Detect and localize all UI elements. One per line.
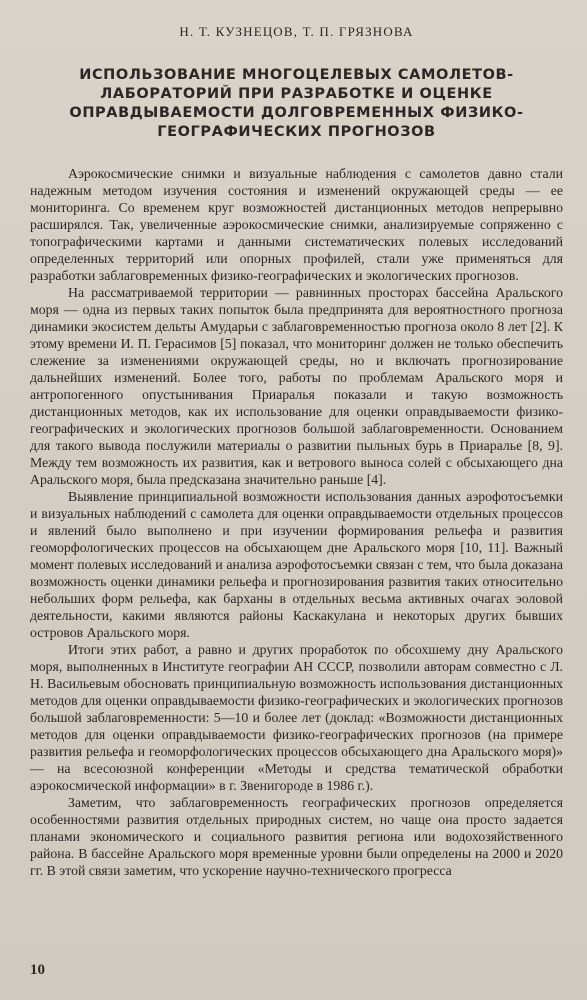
paragraph: Итоги этих работ, а равно и других проработок по обсохшему дну Аральского моря, выполненных в Институте географии АН СССР, позволили авторам совместно с Л. Н. Васильевым обосновать принципиальную возможность использования дистанционных методов для оценки оправдываемости физико-географических и экологических прогнозов большой заблаговременности: 5—10 и более лет (доклад: «Возможности дистанционных методов для оценки оправдываемости физико-географических прогнозов (на примере развития рельефа и геоморфологических процессов обсыхающего дна Аральского моря)» — на всесоюзной конференции «Методы и средства тематической обработки аэрокосмической информации» в г. Звенигороде в 1986 г.). [30,642,563,793]
page-number: 10 [30,962,45,978]
title-line: ГЕОГРАФИЧЕСКИХ ПРОГНОЗОВ [157,124,436,140]
paragraph: Выявление принципиальной возможности использования данных аэрофотосъемки и визуальных наблюдений с самолета для оценки оправдываемости отдельных процессов и явлений было выполнено и при изучении формирования рельефа и развития геоморфологических процессов на обсыхающем дне Аральского моря [10, 11]. Важный момент полевых исследований и анализа аэрофотосъемки связан с тем, что была доказана возможность оценки динамики рельефа и прогнозирования развития таких относительно небольших форм рельефа, как барханы в отдельных весьма активных очагах эоловой деятельности, какими являются районы Каскакулана и некоторых других бывших островов Аральского моря. [30,489,563,640]
paragraph: Заметим, что заблаговременность географических прогнозов определяется особенностями развития отдельных природных систем, но чаще она просто задается планами экономического и социального развития региона или водохозяйственного района. В бассейне Аральского моря временные уровни были определены на 2000 и 2020 гг. В этой связи заметим, что ускорение научно-технического прогресса [30,795,563,878]
title-line: ОПРАВДЫВАЕМОСТИ ДОЛГОВРЕМЕННЫХ ФИЗИКО- [69,105,524,121]
article-title [30,66,563,142]
article-body [30,165,563,879]
authors: Н. Т. КУЗНЕЦОВ, Т. П. ГРЯЗНОВА [179,24,414,39]
title-line: ИСПОЛЬЗОВАНИЕ МНОГОЦЕЛЕВЫХ САМОЛЕТОВ- [79,67,514,83]
paragraph: На рассматриваемой территории — равнинных просторах бассейна Аральского моря — одна из первых таких попыток была предпринята для вероятностного прогноза динамики экосистем дельты Амударьи с заблаговременностью прогноза около 8 лет [2]. К этому времени И. П. Герасимов [5] показал, что мониторинг должен не только обеспечить слежение за изменениями окружающей среды, но и включать прогнозирование дальнейших изменений. Более того, работы по проблемам Аральского моря и антропогенного опустынивания Приаралья показали и такую возможность дистанционных методов, как их использование для оценки оправдываемости физико-географических и экологических прогнозов большой заблаговременности. Основанием для такого вывода послужили материалы о развитии пыльных бурь в Приаралье [8, 9]. Между тем возможность их развития, как и ветрового выноса солей с обсыхающего дна Аральского моря, была предсказана значительно раньше [4]. [30,285,563,487]
paragraph: Аэрокосмические снимки и визуальные наблюдения с самолетов давно стали надежным методом изучения состояния и изменений окружающей среды — ее мониторинга. Со временем круг возможностей дистанционных методов непрерывно расширялся. Так, увеличенные аэрокосмические снимки, анализируемые сопряженно с топографическими картами и данными систематических полевых исследований определенных территорий или опорных профилей, стали уже применяться для разработки заблаговременных физико-географических и экологических прогнозов. [30,166,563,283]
title-line: ЛАБОРАТОРИЙ ПРИ РАЗРАБОТКЕ И ОЦЕНКЕ [100,86,493,102]
